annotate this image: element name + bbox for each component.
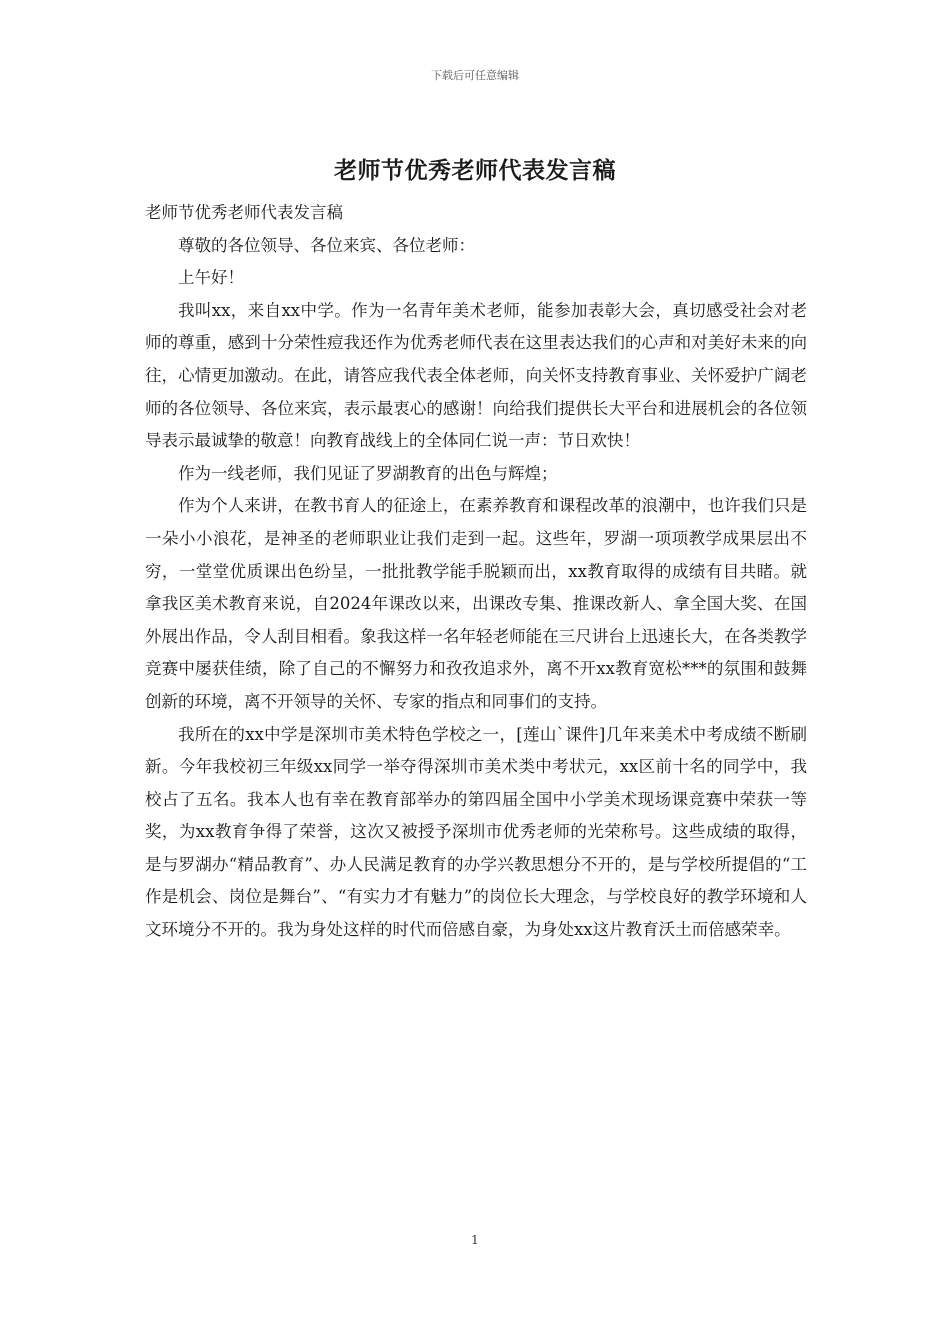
document-body <box>145 197 807 947</box>
salutation-paragraph: 尊敬的各位领导、各位来宾、各位老师： <box>178 235 475 255</box>
frontline-paragraph: 作为一线老师，我们见证了罗湖教育的出色与辉煌； <box>178 463 558 483</box>
page-number: 1 <box>471 1233 479 1247</box>
personal-paragraph: 作为个人来讲，在教书育人的征途上，在素养教育和课程改革的浪潮中，也许我们只是一朵小小浪花，是神圣的老师职业让我们走到一起。这些年，罗湖一项项教学成果层出不穷，一堂堂优质课出色纷呈，一批批教学能手脱颖而出，xx教育取得的成绩有目共睹。就拿我区美术教育来说，自2024年课改以来，出课改专集、推课改新人、拿全国大奖、在国外展出作品，令人刮目相看。象我这样一名年轻老师能在三尺讲台上迅速长大，在各类教学竞赛中屡获佳绩，除了自己的不懈努力和孜孜追求外，离不开xx教育宽松***的氛围和鼓舞创新的环境，离不开领导的关怀、专家的指点和同事们的支持。 <box>145 496 807 711</box>
greeting-paragraph: 上午好！ <box>178 268 244 288</box>
school-paragraph: 我所在的xx中学是深圳市美术特色学校之一，[莲山`课件]几年来美术中考成绩不断刷新。今年我校初三年级xx同学一举夺得深圳市美术类中考状元，xx区前十名的同学中，我校占了五名。我本人也有幸在教育部举办的第四届全国中小学美术现场课竞赛中荣获一等奖，为xx教育争得了荣誉，这次又被授予深圳市优秀老师的光荣称号。这些成绩的取得，是与罗湖办“精品教育”、办人民满足教育的办学兴教思想分不开的，是与学校所提倡的“工作是机会、岗位是舞台”、“有实力才有魅力”的岗位长大理念，与学校良好的教学环境和人文环境分不开的。我为身处这样的时代而倍感自豪，为身处xx这片教育沃土而倍感荣幸。 <box>145 724 807 940</box>
document-subtitle: 老师节优秀老师代表发言稿 <box>145 203 343 222</box>
header-note: 下载后可任意编辑 <box>431 69 519 82</box>
introduction-paragraph: 我叫xx，来自xx中学。作为一名青年美术老师，能参加表彰大会，真切感受社会对老师的尊重，感到十分荣性痘我还作为优秀老师代表在这里表达我们的心声和对美好未来的向往，心情更加激动。在此，请答应我代表全体老师，向关怀支持教育事业、关怀爱护广阔老师的各位领导、各位来宾，表示最衷心的感谢！向给我们提供长大平台和进展机会的各位领导表示最诚挚的敬意！向教育战线上的全体同仁说一声：节日欢快！ <box>145 300 807 451</box>
document-title: 老师节优秀老师代表发言稿 <box>334 157 616 184</box>
